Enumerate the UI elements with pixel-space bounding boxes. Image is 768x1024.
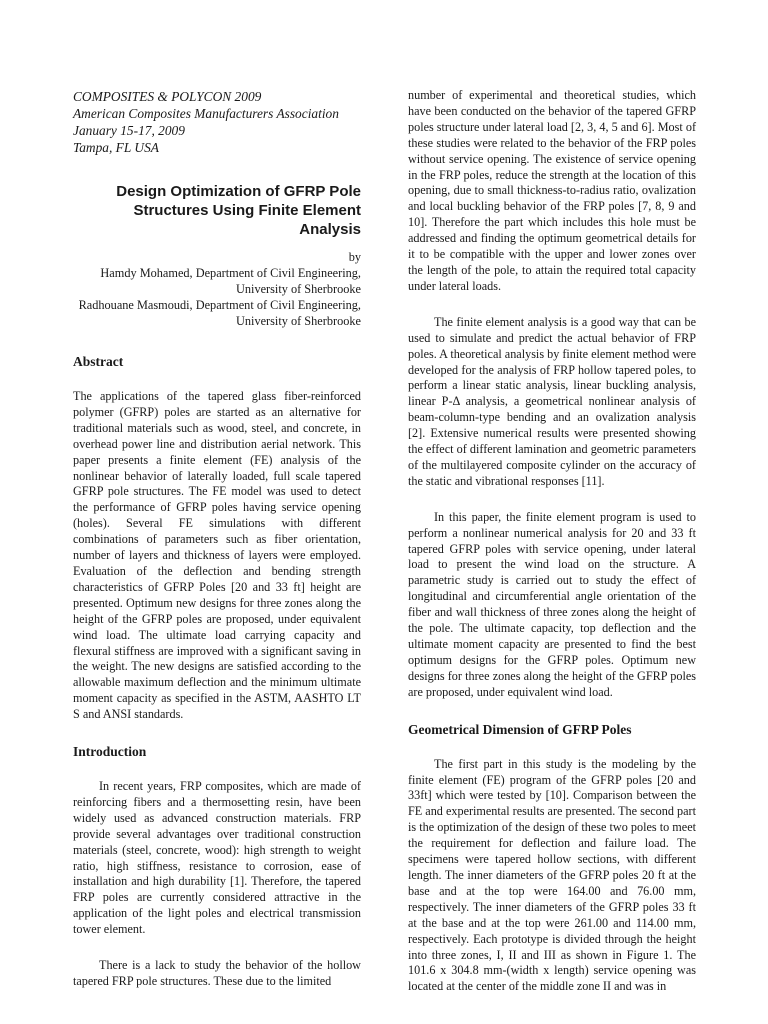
paper-title [73,182,361,239]
introduction-heading: Introduction [73,744,147,760]
abstract-text: The applications of the tapered glass fiber-reinforced polymer (GFRP) poles are started as an alternative for traditional materials such as wood, steel, and concrete, in overhead power line and distribution aerial network. This paper presents a finite element (FE) analysis of the nonlinear behavior of laterally loaded, full scale tapered GFRP pole structures. The FE model was used to detect the performance of GFRP poles having service opening (holes). Several FE simulations with different combinations of parameters such as fiber orientation, number of layers and thickness of layers were employed. Evaluation of the deflection and bending strength characteristics of GFRP Poles [20 and 33 ft] height are presented. Optimum new designs for three zones along the height of the GFRP poles are proposed, under equivalent wind load. The ultimate load carrying capacity and flexural stiffness are improved with a significant saving in the weight. The new designs are satisfied according to the allowable maximum deflection and the minimum ultimate moment capacity as specified in the ASTM, AASHTO LT S and ANSI standards. [73,389,361,722]
body-paragraph: number of experimental and theoretical studies, which have been conducted on the behavior of the tapered GFRP poles structure under lateral load [2, 3, 4, 5 and 6]. Most of these studies were related to the behavior of the FRP poles without service opening. The existence of service opening in the FRP poles, reduce the strength at the location of this opening, due to small thickness-to-radius ratio, ovalization and local buckling behavior of the FRP poles [7, 8, 9 and 10]. Therefore the part which includes this hole must be addressed and finding the optimum geometrical details for it to be compatible with the upper and lower zones over the length of the pole, to attain the required total capacity under lateral loads. [408,88,696,293]
body-paragraph: The first part in this study is the modeling by the finite element (FE) program of the GFRP poles [20 and 33ft] which were tested by [10]. Comparison between the FE and experimental results are presented. The second part is the optimization of the design of these two poles to meet the requirement for deflection and failure load. The specimens were tapered hollow sections, with different length. The inner diameters of the GFRP poles 20 ft at the base and at the top were 164.00 and 76.00 mm, respectively. The inner diameters of the GFRP poles 33 ft at the base and at the top were 261.00 and 114.00 mm, respectively. Each prototype is divided through the height into three zones, I, II and III as shown in Figure 1. The 101.6 x 304.8 mm-(width x length) service opening was located at the center of the middle zone II and was in [408,756,696,994]
right-column [408,88,696,995]
section-heading: Geometrical Dimension of GFRP Poles [408,721,632,737]
by-label: by [348,250,361,264]
author-block [73,249,361,329]
conference-organizer: American Composites Manufacturers Association [73,106,339,121]
author-affiliation: Radhouane Masmoudi, Department of Civil Engineering, [78,298,361,312]
title-line: Design Optimization of GFRP Pole [116,183,361,200]
conference-location: Tampa, FL USA [73,140,159,155]
author-affiliation: Hamdy Mohamed, Department of Civil Engineering, [100,266,361,280]
introduction-paragraph: There is a lack to study the behavior of the hollow tapered FRP pole structures. These due to the limited [73,958,361,988]
conference-dates: January 15-17, 2009 [73,123,185,138]
introduction-paragraph: In recent years, FRP composites, which are made of reinforcing fibers and a thermosetting resin, have been widely used as advanced construction materials. FRP provide several advantages over traditional construction materials (steel, concrete, wood): high strength to weight ratio, high stiffness, resistance to corrosion, ease of installation and high durability [1]. Therefore, the tapered FRP poles are currently considered attractive in the application of the light poles and electrical transmission tower element. [73,779,361,937]
author-affiliation: University of Sherbrooke [236,282,361,296]
left-column [73,88,361,990]
abstract-heading: Abstract [73,354,124,369]
title-line: Structures Using Finite Element [133,202,361,219]
body-paragraph: In this paper, the finite element program is used to perform a nonlinear numerical analysis for 20 and 33 ft tapered GFRP poles with service opening, under lateral load to present the wind load on the structure. A parametric study is carried out to study the effect of longitudinal and circumferential angle orientation of the fiber and wall thickness of three zones along the height of the pole. The ultimate capacity, top deflection and the ultimate moment capacity are presented to find the best optimum designs for the GFRP poles. Optimum new designs for three zones along the height of the GFRP poles are proposed, under equivalent wind load. [408,509,696,699]
title-line: Analysis [299,221,361,238]
conference-name: COMPOSITES & POLYCON 2009 [73,89,262,104]
author-affiliation: University of Sherbrooke [236,314,361,328]
body-paragraph: The finite element analysis is a good way that can be used to simulate and predict the actual behavior of FRP poles. A theoretical analysis by finite element method were developed for the analysis of FRP hollow tapered poles, to perform a linear static analysis, linear buckling analysis, linear P-Δ analysis, a geometrical nonlinear analysis of beam-column-type bending and an ovalization analysis [2]. Extensive numerical results were presented showing the effect of different lamination and geometric parameters of the multilayered composite cylinder on the accuracy of the static and vibrational responses [11]. [408,314,697,488]
conference-info [73,88,361,156]
